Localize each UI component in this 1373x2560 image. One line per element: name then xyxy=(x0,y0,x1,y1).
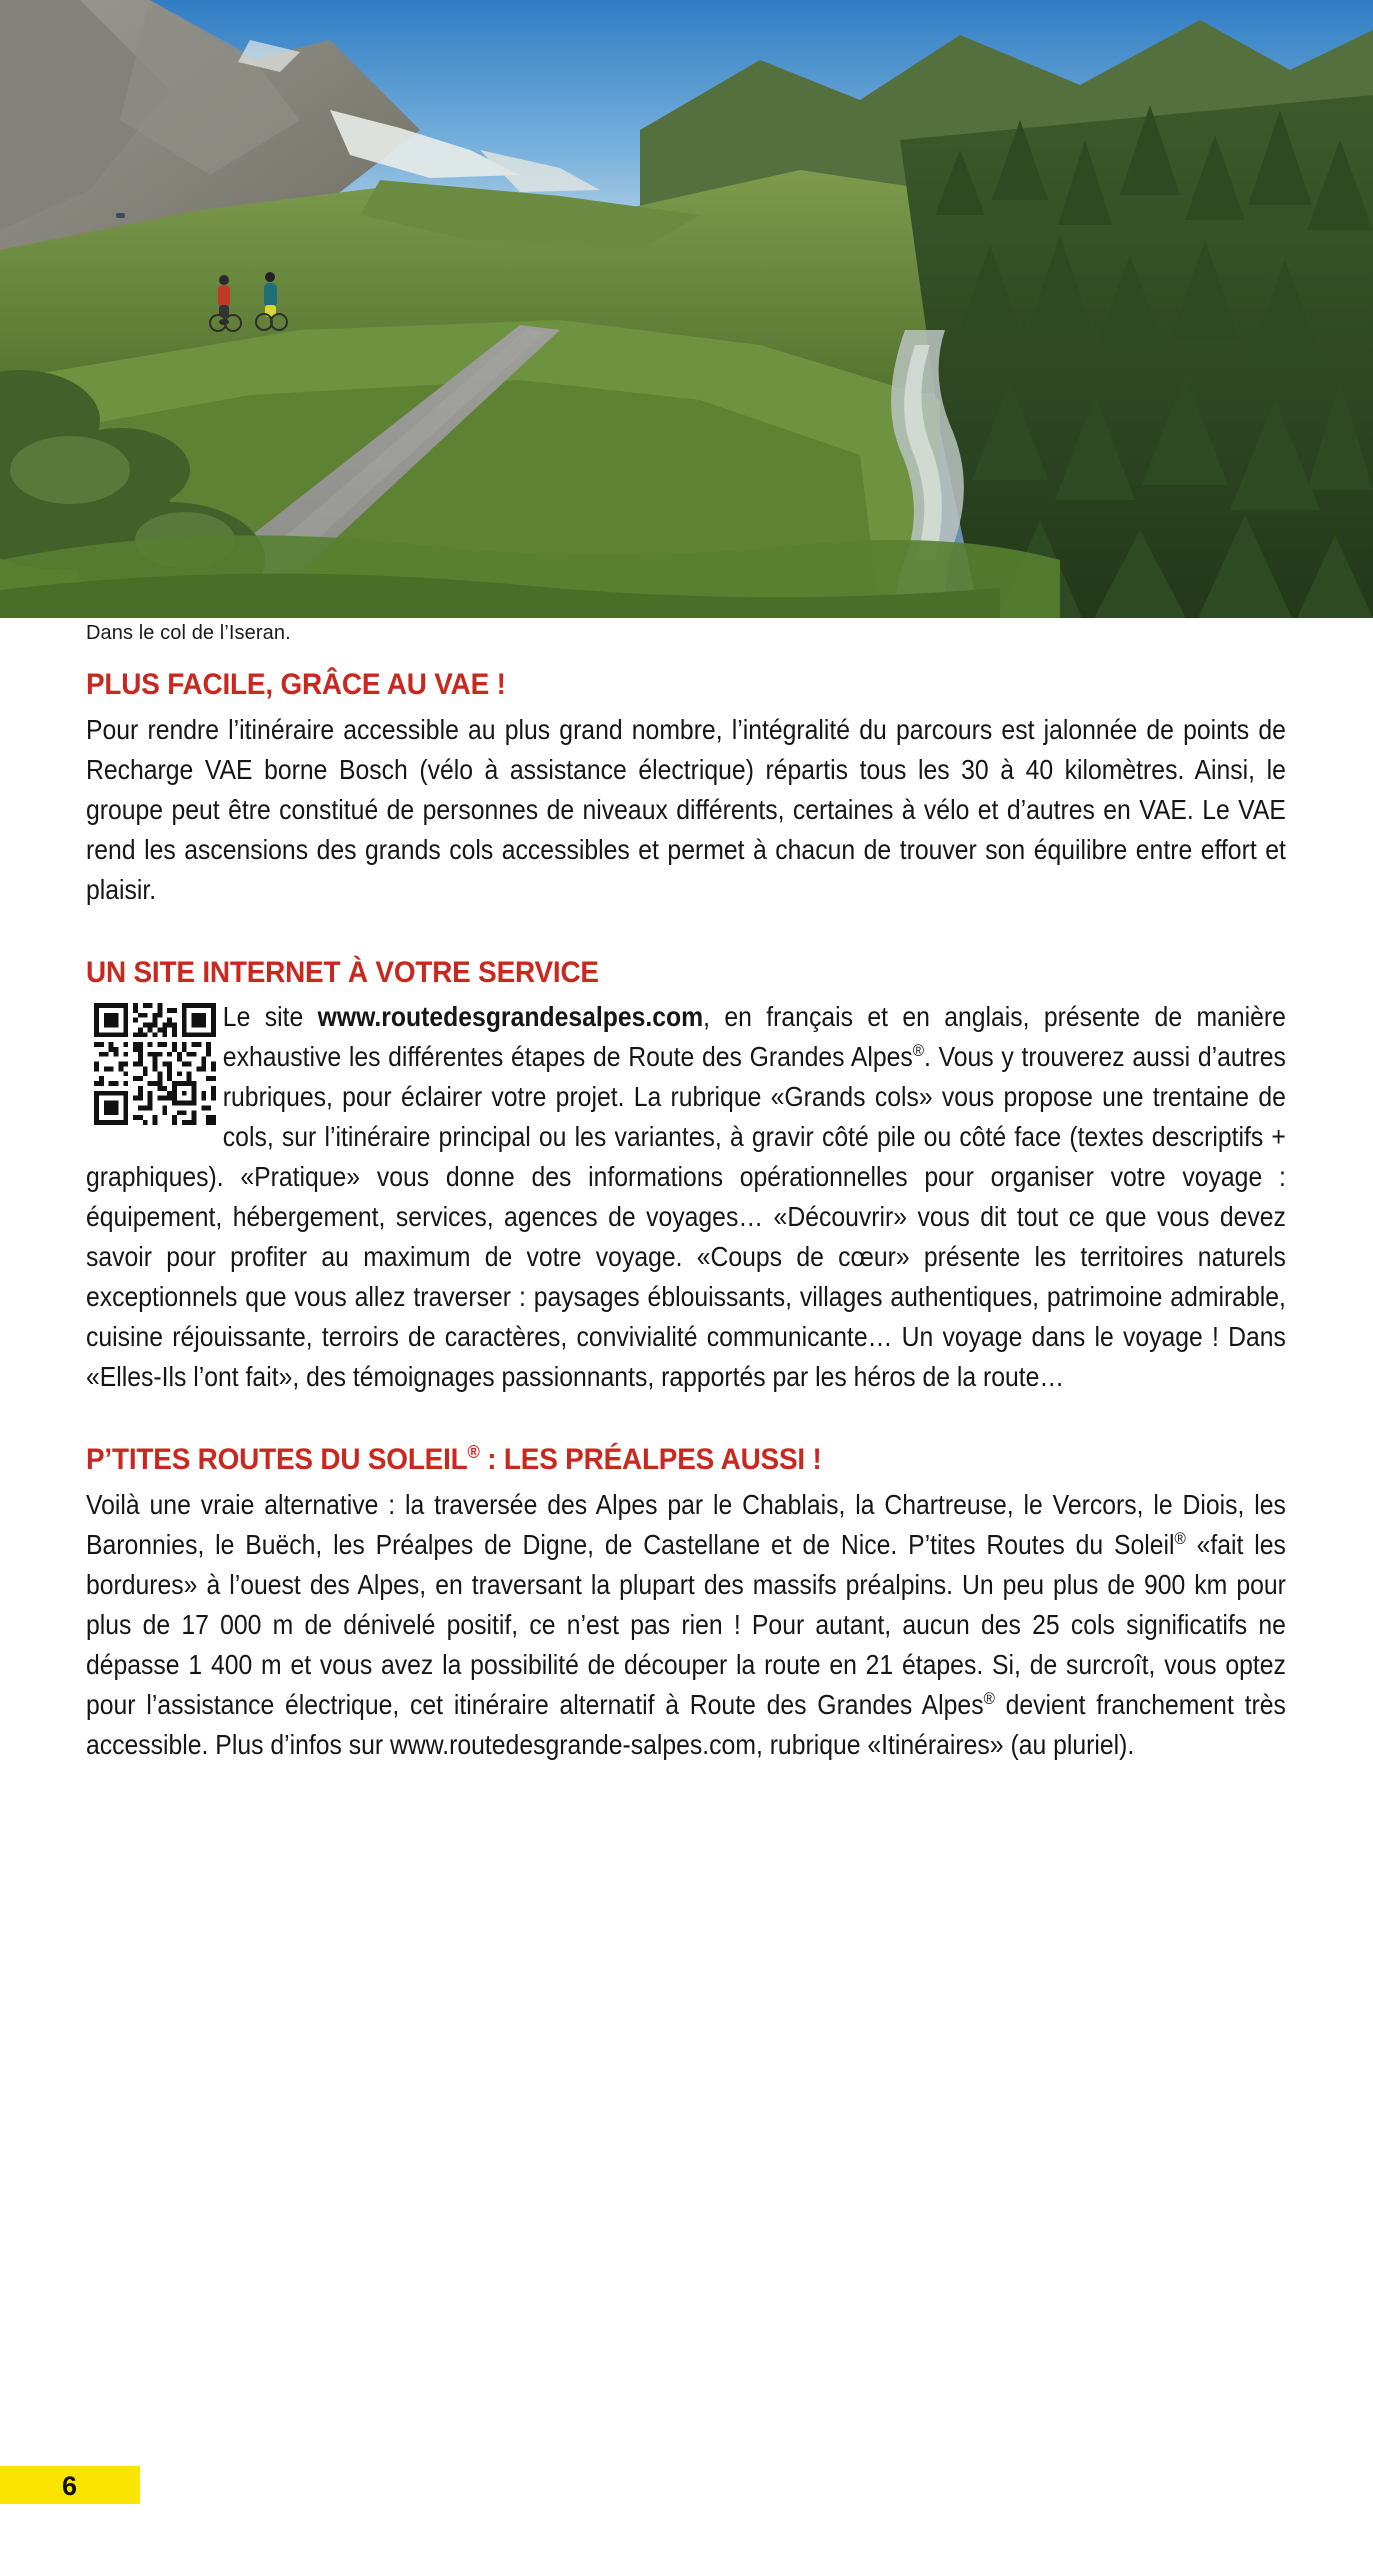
registered-mark-icon: ® xyxy=(467,1442,480,1463)
site-rest-2: . Vous y trouverez aussi d’autres rubriques, pour éclairer votre projet. La rubrique «Grands cols» vous propose une trentaine de cols, sur l’itinéraire principal ou les variantes, à gravir côté pile ou côté face (textes descriptifs + graphiques). «Pratique» vous donne des informations opérationnelles pour organiser votre voyage : équipement, hébergement, services, agences de voyages… «Découvrir» vous dit tout ce que vous devez savoir pour profiter au maximum de votre voyage. «Coups de cœur» présente les territoires naturels exceptionnels que vous allez traverser : paysages éblouissants, villages authentiques, patrimoine admirable, cuisine réjouissante, terroirs de caractères, convivialité communicante… Un voyage dans le voyage ! Dans «Elles-Ils l’ont fait», des témoignages passionnants, rapportés par les héros de la route… xyxy=(86,1041,1286,1393)
site-rest-1: , en français et en anglais, présente de manière exhaustive les différentes étapes de Route des Grandes Alpes xyxy=(222,1001,1286,1073)
heading-part-2: : LES PRÉALPES AUSSI ! xyxy=(479,1443,822,1477)
heading-part-1: P’TITES ROUTES DU SOLEIL xyxy=(86,1443,468,1477)
site-url: www.routedesgrandesalpes.com xyxy=(317,1001,704,1033)
page-number: 6 xyxy=(62,2471,78,2501)
col-de-l-iseran-photo xyxy=(0,0,1373,618)
paragraph-site-internet xyxy=(86,997,1286,1397)
section-ptites-routes xyxy=(86,1443,1286,1765)
paragraph-plus-facile: Pour rendre l’itinéraire accessible au plus grand nombre, l’intégralité du parcours est jalonnée de points de Recharge VAE borne Bosch (vélo à assistance électrique) répartis tous les 30 à 40 kilomètres. Ainsi, le groupe peut être constitué de personnes de niveaux différents, certaines à vélo et d’autres en VAE. Le VAE rend les ascensions des grands cols accessibles et permet à chacun de trouver son équilibre entre effort et plaisir. xyxy=(86,713,1286,905)
qr-paragraph-wrap xyxy=(86,997,1286,1397)
ptites-part-1: Voilà une vraie alternative : la traversée des Alpes par le Chablais, la Chartreuse, le Vercors, le Diois, les Baronnies, le Buëch, les Préalpes de Digne, de Castellane et de Nice. P’tites Routes du Soleil xyxy=(86,1488,1286,1560)
heading-ptites-routes xyxy=(86,1443,1202,1477)
registered-mark-icon: ® xyxy=(983,1688,995,1708)
ptites-part-3: devient franchement très accessible. Plus d’infos sur www.routedesgrande-salpes.com, rubrique «Itinéraires» (au pluriel). xyxy=(86,1688,1286,1760)
site-lead: Le site xyxy=(222,1001,318,1033)
section-plus-facile xyxy=(86,668,1286,910)
registered-mark-icon: ® xyxy=(1174,1528,1186,1548)
paragraph-ptites-routes xyxy=(86,1485,1286,1765)
photo-caption: Dans le col de l’Iseran. xyxy=(86,622,291,644)
article-content xyxy=(86,668,1286,1799)
section-site-internet xyxy=(86,956,1286,1398)
ptites-part-2: «fait les bordures» à l’ouest des Alpes, en traversant la plupart des massifs préalpins. Un peu plus de 900 km pour plus de 17 000 m de dénivelé positif, ce n’est pas rien ! Pour autant, aucun des 25 cols significatifs ne dépasse 1 400 m et vous avez la possibilité de découper la route en 21 étapes. Si, de surcroît, vous optez pour l’assistance électrique, cet itinéraire alternatif à Route des Grandes Alpes xyxy=(86,1528,1286,1720)
heading-plus-facile: PLUS FACILE, GRÂCE AU VAE ! xyxy=(86,668,506,701)
registered-mark-icon: ® xyxy=(912,1041,925,1061)
heading-site-internet: UN SITE INTERNET À VOTRE SERVICE xyxy=(86,955,599,989)
